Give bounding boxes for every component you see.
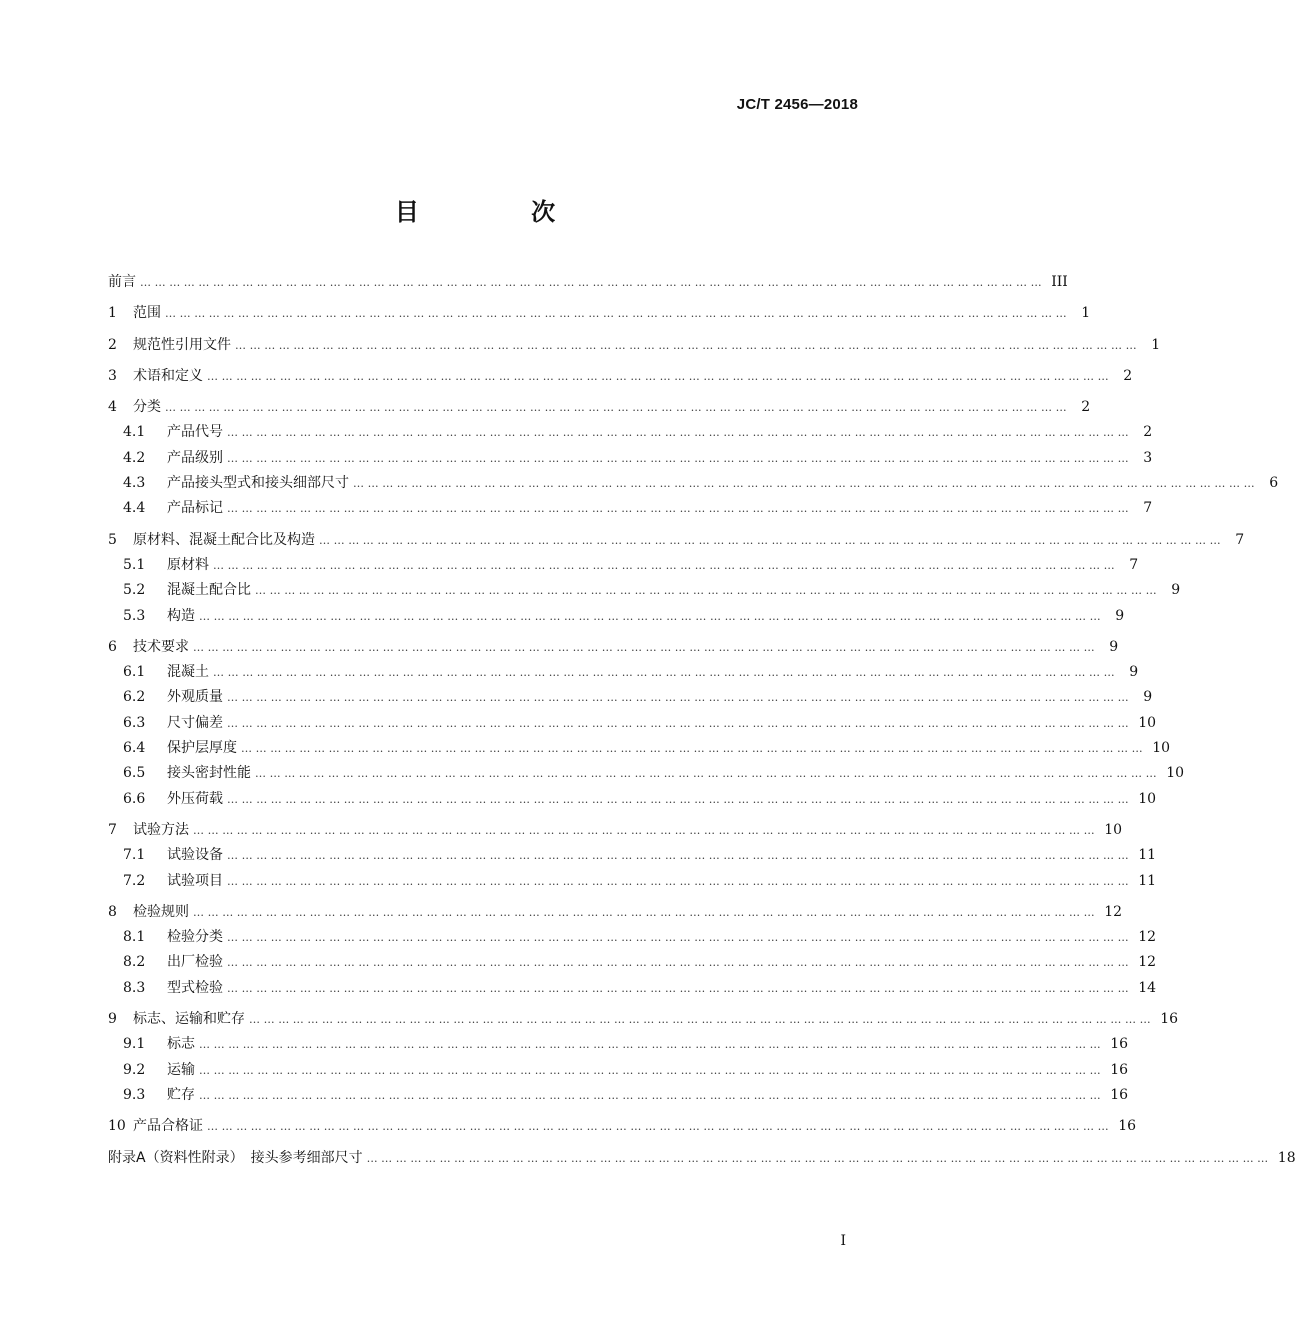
toc-entry-10[interactable]	[108, 1114, 1137, 1139]
toc-entry-2[interactable]	[108, 333, 1161, 358]
toc-entry-6-3[interactable]	[108, 711, 1157, 736]
toc-entry-6-5[interactable]	[108, 761, 1185, 786]
toc-page: 12	[1138, 954, 1157, 971]
toc-label: 型式检验	[167, 979, 223, 996]
toc-entry-4-1[interactable]	[108, 420, 1153, 445]
toc-number: 1	[108, 305, 117, 322]
leader-dots: ……………………………………………………………………………………………………………………………………………………………………	[213, 558, 1119, 572]
toc-label: 原材料、混凝土配合比及构造	[133, 531, 315, 548]
toc-page: 2	[1123, 367, 1133, 384]
leader-dots: ……………………………………………………………………………………………………………………………………………………………………	[199, 1038, 1105, 1052]
leader-dots: ……………………………………………………………………………………………………………………………………………………………………	[227, 956, 1133, 970]
toc-entry-7-1[interactable]	[108, 843, 1157, 868]
toc-entry-4-2[interactable]	[108, 446, 1153, 471]
toc-label: 技术要求	[133, 638, 189, 655]
toc-label: 检验分类	[167, 929, 223, 946]
leader-dots: ……………………………………………………………………………………………………………………………………………………………………	[199, 1088, 1105, 1102]
toc-page: 9	[1129, 664, 1139, 681]
toc-page: 7	[1235, 531, 1245, 548]
leader-dots: ……………………………………………………………………………………………………………………………………………………………………	[165, 401, 1071, 415]
toc-page: 16	[1110, 1086, 1129, 1103]
toc-page: 7	[1143, 500, 1153, 517]
toc-label: 标志	[167, 1036, 195, 1053]
toc-page: 9	[1143, 689, 1153, 706]
toc-entry-8[interactable]	[108, 900, 1123, 925]
toc-number: 5	[108, 531, 117, 548]
toc-page: 2	[1143, 424, 1153, 441]
toc-label: 混凝土配合比	[167, 582, 251, 599]
leader-dots: ……………………………………………………………………………………………………………………………………………………………………	[193, 823, 1099, 837]
toc-label: 接头密封性能	[167, 765, 251, 782]
toc-entry-5-1[interactable]	[108, 553, 1139, 578]
toc-label: 产品标记	[167, 500, 223, 517]
toc-number: 9.1	[123, 1036, 146, 1053]
toc-entry-6-2[interactable]	[108, 685, 1153, 710]
leader-dots: ……………………………………………………………………………………………………………………………………………………………………	[227, 502, 1133, 516]
toc-number: 2	[108, 336, 117, 353]
toc-entry-9-2[interactable]	[108, 1058, 1129, 1083]
toc-page: 9	[1115, 607, 1125, 624]
toc-page: 1	[1081, 305, 1091, 322]
toc-label: 混凝土	[167, 664, 209, 681]
toc-label: 产品合格证	[133, 1118, 203, 1135]
leader-dots: ……………………………………………………………………………………………………………………………………………………………………	[193, 905, 1099, 919]
toc-entry-9[interactable]	[108, 1007, 1179, 1032]
toc-entry-8-2[interactable]	[108, 950, 1157, 975]
toc-label: 范围	[133, 305, 161, 322]
toc-number: 6.5	[123, 765, 146, 782]
toc-number: 10	[108, 1118, 126, 1135]
page-number: I	[840, 1233, 846, 1249]
toc-label: 附录A（资料性附录） 接头参考细部尺寸	[108, 1149, 363, 1166]
toc-label: 术语和定义	[133, 367, 203, 384]
toc-entry-9-1[interactable]	[108, 1032, 1129, 1057]
leader-dots: ……………………………………………………………………………………………………………………………………………………………………	[199, 609, 1105, 623]
leader-dots: ……………………………………………………………………………………………………………………………………………………………………	[366, 1151, 1272, 1165]
toc-entry-5[interactable]	[108, 528, 1245, 553]
leader-dots: ……………………………………………………………………………………………………………………………………………………………………	[241, 742, 1147, 756]
toc-number: 3	[108, 367, 117, 384]
leader-dots: ……………………………………………………………………………………………………………………………………………………………………	[140, 276, 1046, 289]
toc-entry-4[interactable]	[108, 395, 1091, 420]
leader-dots: ……………………………………………………………………………………………………………………………………………………………………	[227, 451, 1133, 465]
toc-page: 16	[1160, 1011, 1179, 1028]
toc-number: 8.1	[123, 929, 146, 946]
toc-entry-appendix-a[interactable]	[108, 1146, 1296, 1171]
toc-entry-8-3[interactable]	[108, 976, 1157, 1001]
toc-entry-6-4[interactable]	[108, 736, 1171, 761]
toc-page: 2	[1081, 399, 1091, 416]
toc-label: 尺寸偏差	[167, 714, 223, 731]
toc-entry-8-1[interactable]	[108, 925, 1157, 950]
toc-page: III	[1051, 274, 1068, 290]
leader-dots: ……………………………………………………………………………………………………………………………………………………………………	[353, 477, 1259, 491]
toc-number: 5.2	[123, 582, 146, 599]
toc-page: 16	[1118, 1118, 1137, 1135]
leader-dots: ……………………………………………………………………………………………………………………………………………………………………	[213, 666, 1119, 680]
toc-number: 5.1	[123, 556, 146, 573]
toc-label: 检验规则	[133, 903, 189, 920]
table-of-contents	[108, 270, 1296, 1171]
toc-label: 外观质量	[167, 689, 223, 706]
toc-number: 4	[108, 399, 117, 416]
toc-page: 11	[1138, 847, 1157, 864]
toc-label: 规范性引用文件	[133, 336, 231, 353]
toc-number: 9.3	[123, 1086, 146, 1103]
toc-entry-1[interactable]	[108, 301, 1091, 326]
toc-page: 18	[1277, 1149, 1296, 1166]
toc-page: 3	[1143, 449, 1153, 466]
toc-page: 11	[1138, 872, 1157, 889]
toc-number: 9.2	[123, 1061, 146, 1078]
toc-number: 9	[108, 1011, 117, 1028]
standard-code: JC/T 2456—2018	[736, 96, 858, 113]
toc-page: 12	[1104, 903, 1123, 920]
toc-page: 16	[1110, 1061, 1129, 1078]
toc-page: 10	[1138, 714, 1157, 731]
toc-page: 7	[1129, 556, 1139, 573]
leader-dots: ……………………………………………………………………………………………………………………………………………………………………	[249, 1013, 1155, 1027]
toc-label: 构造	[167, 607, 195, 624]
toc-number: 6.6	[123, 790, 146, 807]
toc-number: 8.2	[123, 954, 146, 971]
toc-page: 16	[1110, 1036, 1129, 1053]
toc-page: 9	[1171, 582, 1181, 599]
toc-label: 保护层厚度	[167, 740, 237, 757]
toc-number: 4.3	[123, 475, 146, 492]
toc-label: 产品接头型式和接头细部尺寸	[167, 475, 349, 492]
toc-label: 出厂检验	[167, 954, 223, 971]
leader-dots: ……………………………………………………………………………………………………………………………………………………………………	[227, 691, 1133, 705]
leader-dots: ……………………………………………………………………………………………………………………………………………………………………	[207, 1120, 1113, 1134]
leader-dots: ……………………………………………………………………………………………………………………………………………………………………	[193, 640, 1099, 654]
leader-dots: ……………………………………………………………………………………………………………………………………………………………………	[165, 307, 1071, 321]
toc-number: 4.2	[123, 449, 146, 466]
toc-page: 14	[1138, 979, 1157, 996]
toc-page: 10	[1166, 765, 1185, 782]
leader-dots: ……………………………………………………………………………………………………………………………………………………………………	[227, 874, 1133, 888]
toc-number: 8	[108, 903, 117, 920]
toc-entry-6-1[interactable]	[108, 660, 1139, 685]
toc-entry-6[interactable]	[108, 635, 1119, 660]
leader-dots: ……………………………………………………………………………………………………………………………………………………………………	[227, 426, 1133, 440]
toc-label: 原材料	[167, 556, 209, 573]
leader-dots: ……………………………………………………………………………………………………………………………………………………………………	[255, 584, 1161, 598]
toc-page: 12	[1138, 929, 1157, 946]
page-title: 目 次	[394, 198, 608, 226]
toc-number: 7.1	[123, 847, 146, 864]
toc-page: 6	[1269, 475, 1279, 492]
toc-entry-5-3[interactable]	[108, 604, 1125, 629]
toc-label: 标志、运输和贮存	[133, 1011, 245, 1028]
toc-number: 6.3	[123, 714, 146, 731]
toc-number: 6.1	[123, 664, 146, 681]
leader-dots: ……………………………………………………………………………………………………………………………………………………………………	[227, 931, 1133, 945]
toc-label: 产品代号	[167, 424, 223, 441]
toc-number: 5.3	[123, 607, 146, 624]
toc-page: 10	[1152, 740, 1171, 757]
toc-entry-3[interactable]	[108, 364, 1133, 389]
toc-number: 6	[108, 638, 117, 655]
leader-dots: ……………………………………………………………………………………………………………………………………………………………………	[227, 849, 1133, 863]
toc-number: 7	[108, 821, 117, 838]
toc-entry-foreword[interactable]	[108, 270, 1068, 295]
toc-entry-9-3[interactable]	[108, 1083, 1129, 1108]
toc-page: 10	[1104, 821, 1123, 838]
toc-page: 9	[1109, 638, 1119, 655]
toc-entry-5-2[interactable]	[108, 578, 1181, 603]
toc-label: 试验项目	[167, 872, 223, 889]
toc-label: 产品级别	[167, 449, 223, 466]
toc-number: 8.3	[123, 979, 146, 996]
leader-dots: ……………………………………………………………………………………………………………………………………………………………………	[319, 533, 1225, 547]
leader-dots: ……………………………………………………………………………………………………………………………………………………………………	[227, 716, 1133, 730]
toc-label: 试验方法	[133, 821, 189, 838]
toc-label: 贮存	[167, 1086, 195, 1103]
leader-dots: ……………………………………………………………………………………………………………………………………………………………………	[199, 1063, 1105, 1077]
toc-number: 6.2	[123, 689, 146, 706]
leader-dots: ……………………………………………………………………………………………………………………………………………………………………	[235, 338, 1141, 352]
toc-label: 运输	[167, 1061, 195, 1078]
leader-dots: ……………………………………………………………………………………………………………………………………………………………………	[207, 369, 1113, 383]
leader-dots: ……………………………………………………………………………………………………………………………………………………………………	[255, 767, 1161, 781]
toc-label: 外压荷载	[167, 790, 223, 807]
toc-label: 试验设备	[167, 847, 223, 864]
toc-entry-4-3[interactable]	[108, 471, 1279, 496]
toc-page: 10	[1138, 790, 1157, 807]
toc-label: 前言	[108, 274, 136, 290]
leader-dots: ……………………………………………………………………………………………………………………………………………………………………	[227, 981, 1133, 995]
toc-entry-6-6[interactable]	[108, 787, 1157, 812]
toc-number: 4.4	[123, 500, 146, 517]
toc-number: 7.2	[123, 872, 146, 889]
toc-number: 6.4	[123, 740, 146, 757]
toc-label: 分类	[133, 399, 161, 416]
toc-entry-4-4[interactable]	[108, 496, 1153, 521]
leader-dots: ……………………………………………………………………………………………………………………………………………………………………	[227, 792, 1133, 806]
toc-page: 1	[1151, 336, 1161, 353]
toc-entry-7[interactable]	[108, 818, 1123, 843]
toc-entry-7-2[interactable]	[108, 869, 1157, 894]
toc-number: 4.1	[123, 424, 146, 441]
